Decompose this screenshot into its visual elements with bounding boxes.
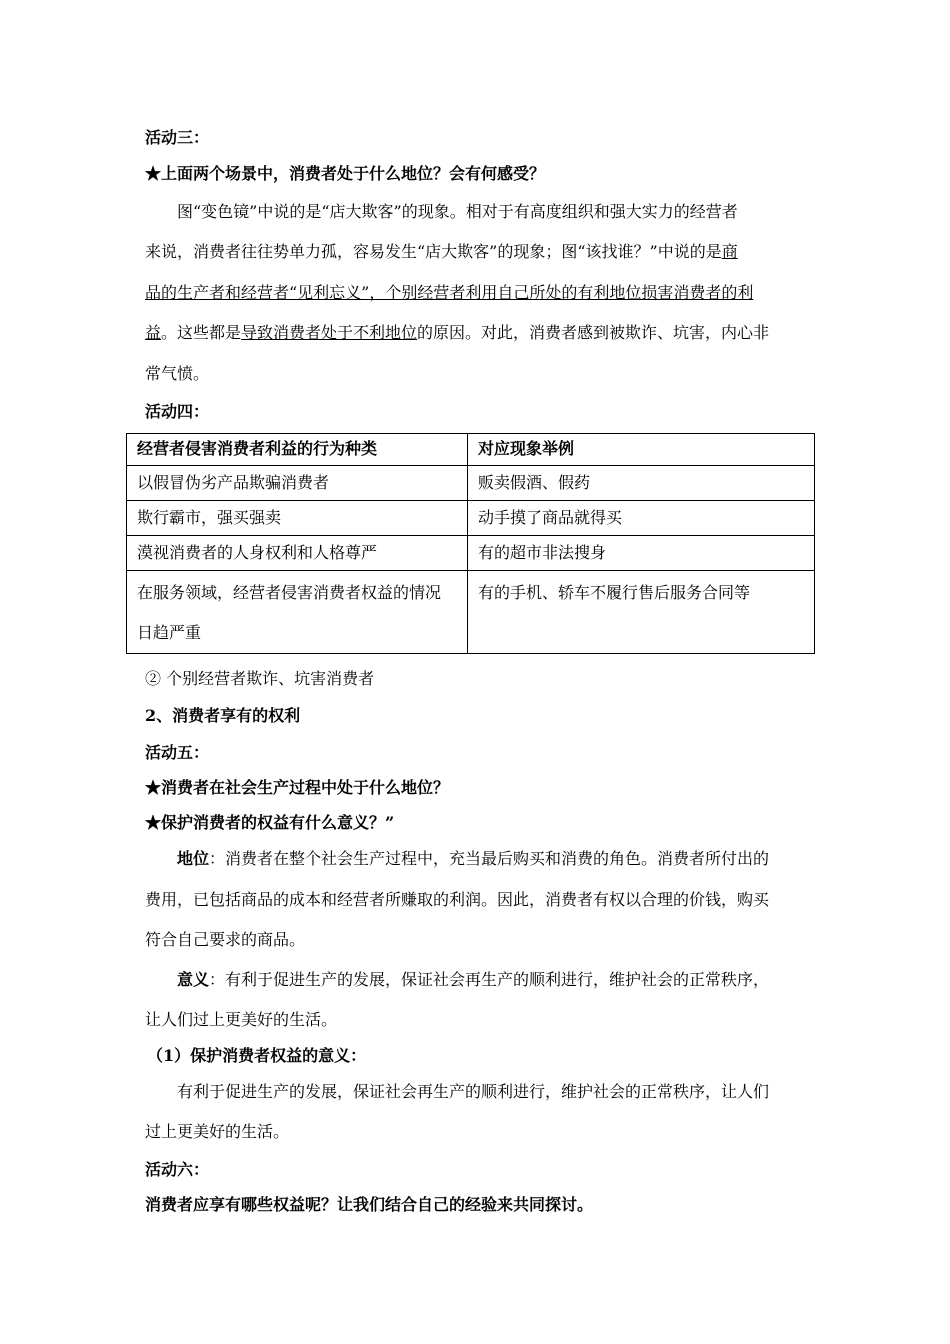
- activity-4-note: ② 个别经营者欺诈、坑害消费者: [145, 669, 375, 688]
- table-row: [127, 501, 815, 536]
- activity-5-heading: 活动五：: [145, 743, 210, 762]
- table-cell: 漠视消费者的人身权利和人格尊严: [127, 536, 468, 571]
- table-header-cell: 经营者侵害消费者利益的行为种类: [127, 434, 468, 466]
- point-1-paragraph-line: 有利于促进生产的发展，保证社会再生产的顺利进行，维护社会的正常秩序，让人们: [177, 1082, 770, 1101]
- table-cell: 贩卖假酒、假药: [468, 466, 815, 501]
- status-paragraph-line: 符合自己要求的商品。: [145, 930, 306, 949]
- table-cell: 在服务领域，经营者侵害消费者权益的情况 日趋严重: [127, 571, 468, 654]
- activity-4-heading: 活动四：: [145, 402, 210, 421]
- activity-6-question: 消费者应享有哪些权益呢？让我们结合自己的经验来共同探讨。: [145, 1195, 594, 1214]
- table-header-cell: 对应现象举例: [468, 434, 815, 466]
- table-row: [127, 571, 815, 654]
- point-1-paragraph-line: 过上更美好的生活。: [145, 1122, 290, 1141]
- activity-6-heading: 活动六：: [145, 1160, 210, 1179]
- status-paragraph-line: 地位：消费者在整个社会生产过程中，充当最后购买和消费的角色。消费者所付出的: [177, 849, 770, 868]
- table-cell: 有的手机、轿车不履行售后服务合同等: [468, 571, 815, 654]
- activity-3-paragraph-line: 益。这些都是导致消费者处于不利地位的原因。对此，消费者感到被欺诈、坑害，内心非: [145, 323, 770, 342]
- infringement-table: [126, 433, 815, 654]
- point-1-heading: （1）保护消费者权益的意义：: [147, 1046, 367, 1065]
- table-header-row: [127, 434, 815, 466]
- table-cell: 以假冒伪劣产品欺骗消费者: [127, 466, 468, 501]
- activity-5-question: ★保护消费者的权益有什么意义？”: [145, 813, 395, 832]
- table-row: [127, 536, 815, 571]
- activity-3-paragraph-line: 来说，消费者往往势单力孤，容易发生“店大欺客”的现象；图“该找谁？”中说的是商: [145, 242, 738, 261]
- table-row: [127, 466, 815, 501]
- table-cell: 欺行霸市，强买强卖: [127, 501, 468, 536]
- meaning-paragraph-line: 让人们过上更美好的生活。: [145, 1010, 338, 1029]
- activity-3-heading: 活动三：: [145, 128, 210, 147]
- table-cell: 有的超市非法搜身: [468, 536, 815, 571]
- activity-3-question: ★上面两个场景中，消费者处于什么地位？会有何感受？: [145, 164, 546, 183]
- activity-5-question: ★消费者在社会生产过程中处于什么地位？: [145, 778, 450, 797]
- section-2-heading: 2、消费者享有的权利: [145, 706, 301, 725]
- table-cell: 动手摸了商品就得买: [468, 501, 815, 536]
- activity-3-paragraph-line: 图“变色镜”中说的是“店大欺客”的现象。相对于有高度组织和强大实力的经营者: [177, 202, 738, 221]
- activity-3-paragraph-line: 品的生产者和经营者“见利忘义”，个别经营者利用自己所处的有利地位损害消费者的利: [145, 283, 754, 302]
- activity-3-paragraph-line: 常气愤。: [145, 364, 210, 383]
- meaning-paragraph-line: 意义：有利于促进生产的发展，保证社会再生产的顺利进行，维护社会的正常秩序，: [177, 970, 770, 989]
- status-paragraph-line: 费用，已包括商品的成本和经营者所赚取的利润。因此，消费者有权以合理的价钱，购买: [145, 890, 770, 909]
